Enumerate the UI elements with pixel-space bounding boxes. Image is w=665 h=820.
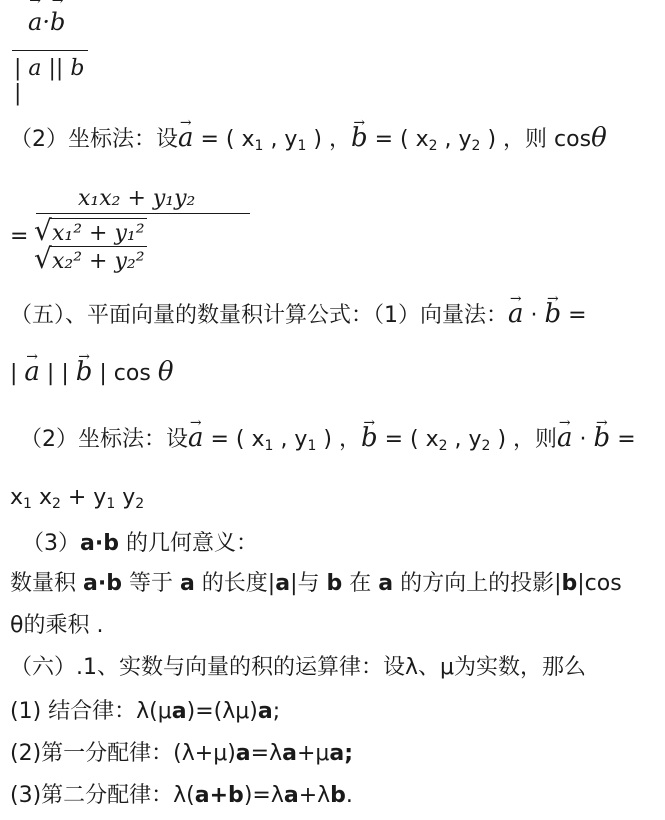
bold-term: a bbox=[179, 571, 195, 596]
text: . bbox=[345, 783, 353, 808]
text: (1) 结合律：λ(μ bbox=[10, 699, 172, 724]
text: 等于 bbox=[121, 571, 180, 596]
vector-b: → b bbox=[351, 124, 368, 152]
sqrt-term-1 bbox=[36, 218, 147, 246]
subscript: 2 bbox=[135, 496, 145, 512]
fraction-numerator bbox=[28, 8, 65, 36]
coord-method-dot-result bbox=[10, 484, 144, 518]
text: = ( x bbox=[377, 427, 439, 452]
fraction-bar bbox=[36, 213, 250, 214]
text: 数量积 bbox=[10, 571, 83, 596]
text: ) ， bbox=[316, 427, 361, 452]
bold-term: b bbox=[326, 571, 343, 596]
vector-b: → b bbox=[545, 300, 562, 328]
bold-term: a bbox=[378, 571, 394, 596]
theta-symbol: θ bbox=[591, 123, 607, 153]
text: 的方向上的投影| bbox=[393, 571, 562, 596]
bold-term: a bbox=[235, 741, 251, 766]
subscript: 1 bbox=[254, 138, 264, 154]
text: |cos bbox=[577, 571, 622, 596]
bold-term: b bbox=[330, 783, 346, 808]
text: , y bbox=[447, 427, 482, 452]
text: (2)第一分配律：(λ+μ) bbox=[10, 741, 236, 766]
text: | cos bbox=[92, 361, 158, 386]
fraction-coord-cos bbox=[10, 186, 250, 274]
text: + y bbox=[60, 485, 107, 510]
subscript: 2 bbox=[471, 138, 481, 154]
subscript: 2 bbox=[481, 438, 491, 454]
equals-sign: = bbox=[10, 224, 29, 249]
sqrt-term-2 bbox=[36, 246, 147, 274]
vector-b: → b bbox=[361, 424, 378, 452]
vector-b: → b bbox=[594, 424, 611, 452]
equals-sign: = bbox=[561, 303, 587, 328]
text: =λ bbox=[250, 741, 283, 766]
text: x bbox=[31, 485, 52, 510]
section-5-heading bbox=[10, 300, 587, 330]
bold-term: a bbox=[283, 783, 299, 808]
bold-term: a bbox=[171, 699, 187, 724]
text: )=λ bbox=[243, 783, 284, 808]
coord-method-dot-line bbox=[20, 424, 636, 460]
subscript: 1 bbox=[264, 438, 274, 454]
vector-b: → b bbox=[50, 8, 65, 36]
text: +μ bbox=[296, 741, 330, 766]
text: | bbox=[10, 361, 25, 386]
fraction-denominator bbox=[36, 218, 250, 274]
text: （2）坐标法：设 bbox=[10, 127, 178, 152]
text: , y bbox=[437, 127, 472, 152]
bold-term: a bbox=[282, 741, 297, 766]
geometric-meaning-text-line2: θ的乘积 . bbox=[10, 613, 104, 638]
text: ) ，则 cos bbox=[480, 127, 592, 152]
text: |与 bbox=[290, 571, 327, 596]
vector-a: → a bbox=[508, 300, 524, 328]
equals-sign: = bbox=[610, 427, 636, 452]
rule-first-distributive bbox=[10, 740, 353, 768]
bold-term: a+b bbox=[194, 783, 244, 808]
vector-a: → a bbox=[28, 8, 42, 36]
radicand: x₂² + y₂² bbox=[50, 246, 147, 274]
fraction-denominator: | a || b | bbox=[14, 56, 85, 106]
text: （2）坐标法：设 bbox=[20, 427, 188, 452]
text: ) ，则 bbox=[490, 427, 558, 452]
bold-term: a·b bbox=[83, 571, 122, 596]
bold-term: a bbox=[275, 571, 291, 596]
text: )=(λμ) bbox=[186, 699, 258, 724]
bold-term: a; bbox=[329, 741, 354, 766]
text: 的几何意义： bbox=[118, 531, 258, 556]
fraction-bar bbox=[12, 50, 88, 51]
bold-term: a bbox=[257, 699, 273, 724]
text: x bbox=[10, 485, 24, 510]
geometric-meaning-heading bbox=[22, 530, 258, 558]
subscript: 2 bbox=[51, 496, 61, 512]
dot-operator: · bbox=[523, 303, 545, 328]
text: , y bbox=[273, 427, 308, 452]
coord-method-cos-line bbox=[10, 124, 607, 160]
text: 的长度| bbox=[194, 571, 276, 596]
dot-operator: · bbox=[42, 8, 50, 36]
text: | | bbox=[39, 361, 76, 386]
bold-term: a·b bbox=[80, 531, 119, 556]
fraction-numerator: x₁x₂ + y₁y₂ bbox=[78, 186, 196, 211]
vector-a: → a bbox=[188, 424, 204, 452]
section-6-heading: （六）.1、实数与向量的积的运算律：设λ、μ为实数，那么 bbox=[10, 655, 587, 680]
text: (3)第二分配律：λ( bbox=[10, 783, 195, 808]
geometric-meaning-text bbox=[10, 570, 622, 598]
text: = ( x bbox=[193, 127, 255, 152]
vector-a: → a bbox=[557, 424, 573, 452]
text: 在 bbox=[342, 571, 379, 596]
rule-second-distributive bbox=[10, 782, 353, 810]
text: ; bbox=[272, 699, 281, 724]
text: y bbox=[115, 485, 136, 510]
radicand: x₁² + y₁² bbox=[50, 218, 147, 246]
subscript: 1 bbox=[106, 496, 116, 512]
subscript: 2 bbox=[428, 138, 438, 154]
subscript: 2 bbox=[438, 438, 448, 454]
text: = ( x bbox=[367, 127, 429, 152]
text: , y bbox=[263, 127, 298, 152]
bold-term: b bbox=[561, 571, 578, 596]
text: = ( x bbox=[203, 427, 265, 452]
subscript: 1 bbox=[297, 138, 307, 154]
vector-a: → a bbox=[24, 358, 40, 386]
section-5-line2 bbox=[10, 358, 173, 388]
dot-operator: · bbox=[572, 427, 594, 452]
vector-b: → b bbox=[76, 358, 93, 386]
rule-associative bbox=[10, 698, 280, 726]
text: （3） bbox=[22, 531, 80, 556]
text: （五）、平面向量的数量积计算公式：（1）向量法： bbox=[10, 303, 508, 328]
text: ) ， bbox=[306, 127, 351, 152]
vector-a: → a bbox=[178, 124, 194, 152]
subscript: 1 bbox=[307, 438, 317, 454]
subscript: 1 bbox=[23, 496, 32, 512]
theta-symbol: θ bbox=[157, 357, 174, 387]
text: +λ bbox=[298, 783, 331, 808]
